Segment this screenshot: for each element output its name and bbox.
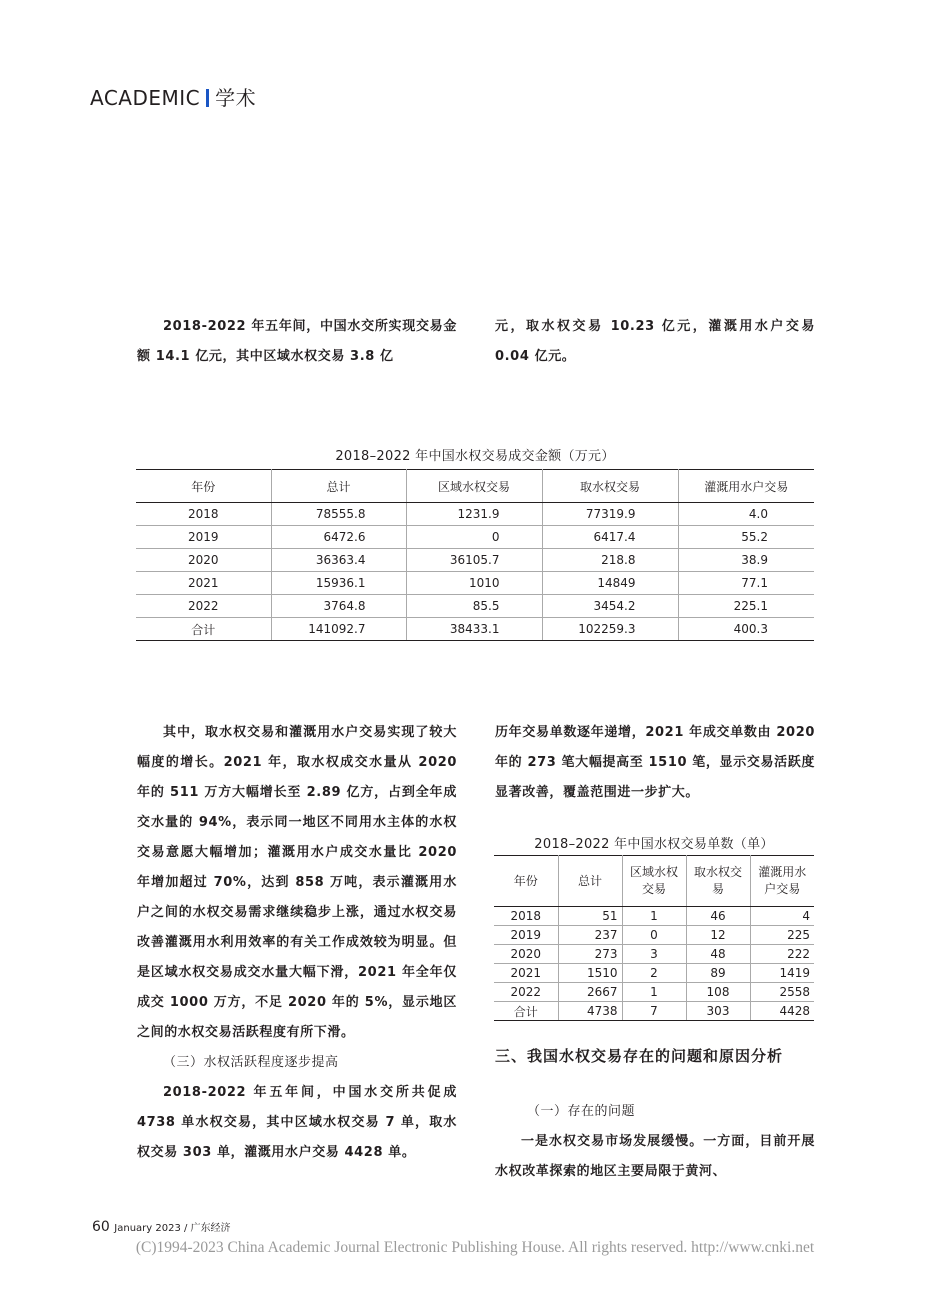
- table-header-cell: 灌溉用水 户交易: [750, 856, 814, 907]
- table-header-row: [494, 856, 814, 907]
- table-cell: 3454.2: [542, 595, 678, 618]
- table-cell: 2021: [494, 964, 558, 983]
- table-cell: 1: [622, 983, 686, 1002]
- table-cell: 38433.1: [406, 618, 542, 641]
- table-cell: 38.9: [678, 549, 814, 572]
- table2-caption: 2018–2022 年中国水权交易单数（单）: [534, 837, 774, 852]
- table1-caption: 2018–2022 年中国水权交易成交金额（万元）: [335, 449, 615, 464]
- table-row: [136, 526, 814, 549]
- intro-right-paragraph: 元，取水权交易 10.23 亿元，灌溉用水户交易 0.04 亿元。: [495, 319, 815, 364]
- table-cell: 1010: [406, 572, 542, 595]
- transaction-count-table: [494, 855, 814, 1021]
- table-header-cell: 区域水权交易: [406, 470, 542, 503]
- table-cell: 222: [750, 945, 814, 964]
- table-row: [494, 945, 814, 964]
- table-cell: 2: [622, 964, 686, 983]
- table-cell: 1: [622, 907, 686, 926]
- issue-label: January 2023 / 广东经济: [114, 1223, 231, 1234]
- table-header-cell: 灌溉用水户交易: [678, 470, 814, 503]
- table-cell: 6472.6: [271, 526, 406, 549]
- table-cell: 102259.3: [542, 618, 678, 641]
- table-cell: 0: [406, 526, 542, 549]
- table-cell: 2018: [494, 907, 558, 926]
- table-cell: 15936.1: [271, 572, 406, 595]
- table-cell: 237: [558, 926, 622, 945]
- table-cell: 77319.9: [542, 503, 678, 526]
- table-row: [494, 964, 814, 983]
- header-brand: ACADEMIC: [90, 86, 201, 110]
- table-row: [136, 618, 814, 641]
- table-cell: 合计: [136, 618, 271, 641]
- subheading-problems: （一）存在的问题: [527, 1104, 636, 1119]
- table-cell: 36363.4: [271, 549, 406, 572]
- table-header-cell: 总计: [558, 856, 622, 907]
- table-cell: 4: [750, 907, 814, 926]
- table-cell: 2020: [494, 945, 558, 964]
- header-divider: [206, 89, 209, 107]
- table-cell: 1510: [558, 964, 622, 983]
- table-cell: 4738: [558, 1002, 622, 1021]
- transaction-amount-table: [136, 469, 814, 641]
- body-left-paragraph-1: 其中，取水权交易和灌溉用水户交易实现了较大幅度的增长。2021 年，取水权成交水量从 2020 年的 511 万方大幅增长至 2.89 亿方，占到全年成交水量的 94%，表示同一地区不同用水主体的水权交易意愿大幅增加；灌溉用水户成交水量比 2020 年增加超过 70%，达到 858 万吨，表示灌溉用水户之间的水权交易需求继续稳步上涨，通过水权交易改善灌溉用水利用效率的有关工作成效较为明显。但是区域水权交易成交水量大幅下滑，2021 年全年仅成交 1000 万方，不足 2020 年的 5%，显示地区之间的水权交易活跃程度有所下滑。: [137, 725, 457, 1040]
- table-row: [136, 572, 814, 595]
- table-cell: 273: [558, 945, 622, 964]
- intro-left-paragraph: 2018-2022 年五年间，中国水交所实现交易金额 14.1 亿元，其中区域水权交易 3.8 亿: [137, 319, 457, 364]
- table-header-cell: 取水权交 易: [686, 856, 750, 907]
- copyright-watermark: (C)1994-2023 China Academic Journal Electronic Publishing House. All rights reserved. http://www.cnki.net: [135, 1239, 815, 1256]
- table-cell: 46: [686, 907, 750, 926]
- table-cell: 2022: [494, 983, 558, 1002]
- table-row: [494, 983, 814, 1002]
- table-cell: 77.1: [678, 572, 814, 595]
- table-cell: 400.3: [678, 618, 814, 641]
- table-header-cell: 年份: [494, 856, 558, 907]
- table-header-cell: 取水权交易: [542, 470, 678, 503]
- table-cell: 2018: [136, 503, 271, 526]
- table-header-cell: 年份: [136, 470, 271, 503]
- header-section: 学术: [215, 86, 257, 110]
- table-cell: 2558: [750, 983, 814, 1002]
- body-left-paragraph-2: 2018-2022 年五年间，中国水交所共促成 4738 单水权交易，其中区域水权交易 7 单，取水权交易 303 单，灌溉用水户交易 4428 单。: [137, 1085, 457, 1160]
- table-cell: 141092.7: [271, 618, 406, 641]
- table-cell: 14849: [542, 572, 678, 595]
- table-header-cell: 区域水权 交易: [622, 856, 686, 907]
- table-cell: 218.8: [542, 549, 678, 572]
- table-cell: 55.2: [678, 526, 814, 549]
- body-left-column: [137, 718, 457, 1168]
- table-cell: 3: [622, 945, 686, 964]
- table-header-cell: 总计: [271, 470, 406, 503]
- table-cell: 2019: [136, 526, 271, 549]
- table-cell: 51: [558, 907, 622, 926]
- table-row: [494, 1002, 814, 1021]
- table-cell: 2019: [494, 926, 558, 945]
- table-cell: 3764.8: [271, 595, 406, 618]
- table-row: [136, 503, 814, 526]
- table-cell: 7: [622, 1002, 686, 1021]
- table-cell: 4.0: [678, 503, 814, 526]
- page-footer: [92, 1219, 231, 1235]
- table-cell: 2022: [136, 595, 271, 618]
- section-three-paragraph-1: 一是水权交易市场发展缓慢。一方面，目前开展水权改革探索的地区主要局限于黄河、: [495, 1134, 815, 1179]
- section-three-heading: 三、我国水权交易存在的问题和原因分析: [495, 1047, 784, 1065]
- table-cell: 6417.4: [542, 526, 678, 549]
- table-cell: 4428: [750, 1002, 814, 1021]
- page-number: 60: [92, 1219, 110, 1235]
- table-cell: 2020: [136, 549, 271, 572]
- table-cell: 85.5: [406, 595, 542, 618]
- table-row: [136, 549, 814, 572]
- table-header-row: [136, 470, 814, 503]
- table-cell: 78555.8: [271, 503, 406, 526]
- table-cell: 合计: [494, 1002, 558, 1021]
- subheading-activity: （三）水权活跃程度逐步提高: [163, 1055, 339, 1070]
- table-cell: 0: [622, 926, 686, 945]
- table-row: [494, 907, 814, 926]
- table-cell: 225: [750, 926, 814, 945]
- table-row: [494, 926, 814, 945]
- table-cell: 303: [686, 1002, 750, 1021]
- body-right-paragraph-1: 历年交易单数逐年递增，2021 年成交单数由 2020 年的 273 笔大幅提高至 1510 笔，显示交易活跃度显著改善，覆盖范围进一步扩大。: [495, 725, 815, 800]
- table-cell: 12: [686, 926, 750, 945]
- journal-header: [90, 82, 256, 111]
- table-cell: 48: [686, 945, 750, 964]
- table-cell: 1419: [750, 964, 814, 983]
- table-row: [136, 595, 814, 618]
- table-cell: 36105.7: [406, 549, 542, 572]
- table-cell: 108: [686, 983, 750, 1002]
- table-cell: 2021: [136, 572, 271, 595]
- table-cell: 1231.9: [406, 503, 542, 526]
- table-cell: 225.1: [678, 595, 814, 618]
- table-cell: 2667: [558, 983, 622, 1002]
- table-cell: 89: [686, 964, 750, 983]
